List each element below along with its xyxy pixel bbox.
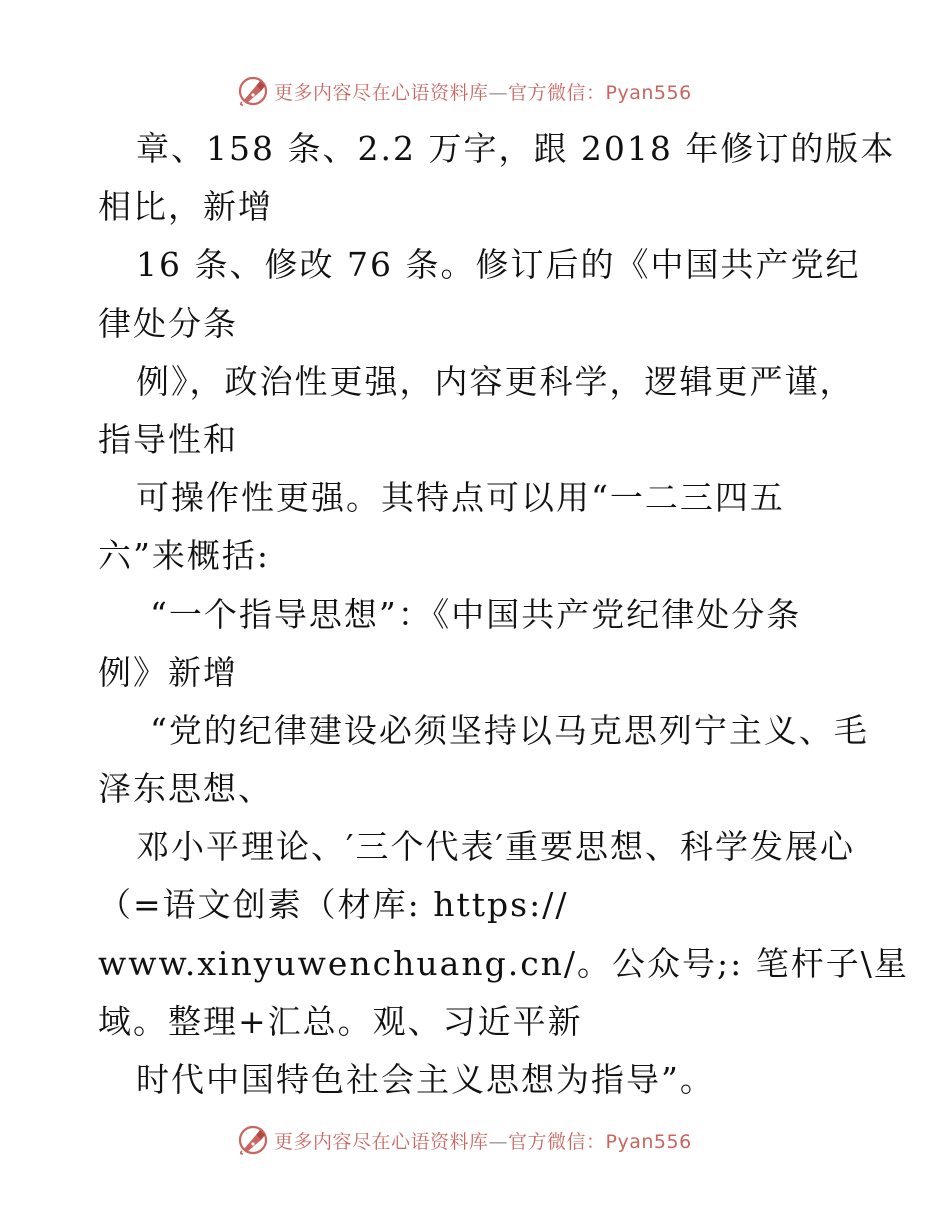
- text-line: 时代中国特色社会主义思想为指导”。: [136, 1060, 715, 1099]
- text-line: 域。整理+汇总。观、习近平新: [98, 1001, 583, 1041]
- footer-watermark: [236, 1123, 692, 1157]
- watermark-brand: 更多内容尽在心语资料库: [274, 81, 489, 104]
- text-line: “一个指导思想”：《中国共产党纪律处分条: [150, 594, 802, 634]
- text-line: 相比，新增: [98, 187, 273, 227]
- watermark-brand: 更多内容尽在心语资料库: [274, 1130, 489, 1153]
- document-body: [98, 120, 909, 1109]
- text-line: www.xinyuwenchuang.cn/。公众号;: 笔杆子\星: [98, 943, 909, 983]
- pen-nib-logo-icon: [236, 74, 270, 108]
- text-line: 泽东思想、: [98, 769, 273, 809]
- text-line: 16 条、修改 76 条。修订后的《中国共产党纪: [136, 245, 861, 285]
- watermark-label: 官方微信：: [508, 81, 606, 104]
- watermark-separator: —: [488, 1130, 509, 1153]
- text-line: 律处分条: [98, 303, 238, 343]
- watermark-text: [274, 78, 692, 105]
- header-watermark: [236, 74, 692, 108]
- watermark-label: 官方微信：: [508, 1130, 606, 1153]
- text-line: 可操作性更强。其特点可以用“一二三四五: [136, 478, 785, 518]
- pen-nib-logo-icon: [236, 1123, 270, 1157]
- text-line: 邓小平理论、′三个代表′重要思想、科学发展心: [136, 827, 855, 867]
- watermark-text: [274, 1127, 692, 1154]
- watermark-separator: —: [488, 81, 509, 104]
- text-line: （=语文创素（材库: https://: [98, 885, 569, 925]
- watermark-id: Pyan556: [605, 1130, 692, 1153]
- watermark-id: Pyan556: [605, 81, 692, 104]
- text-line: 章、158 条、2.2 万字，跟 2018 年修订的版本: [136, 129, 896, 168]
- text-line: 例》，政治性更强，内容更科学，逻辑更严谨，: [136, 361, 855, 401]
- text-line: 六”来概括:: [98, 536, 270, 576]
- text-line: 例》新增: [98, 652, 238, 692]
- text-line: 指导性和: [98, 419, 238, 459]
- text-line: “党的纪律建设必须坚持以马克思列宁主义、毛: [150, 710, 869, 750]
